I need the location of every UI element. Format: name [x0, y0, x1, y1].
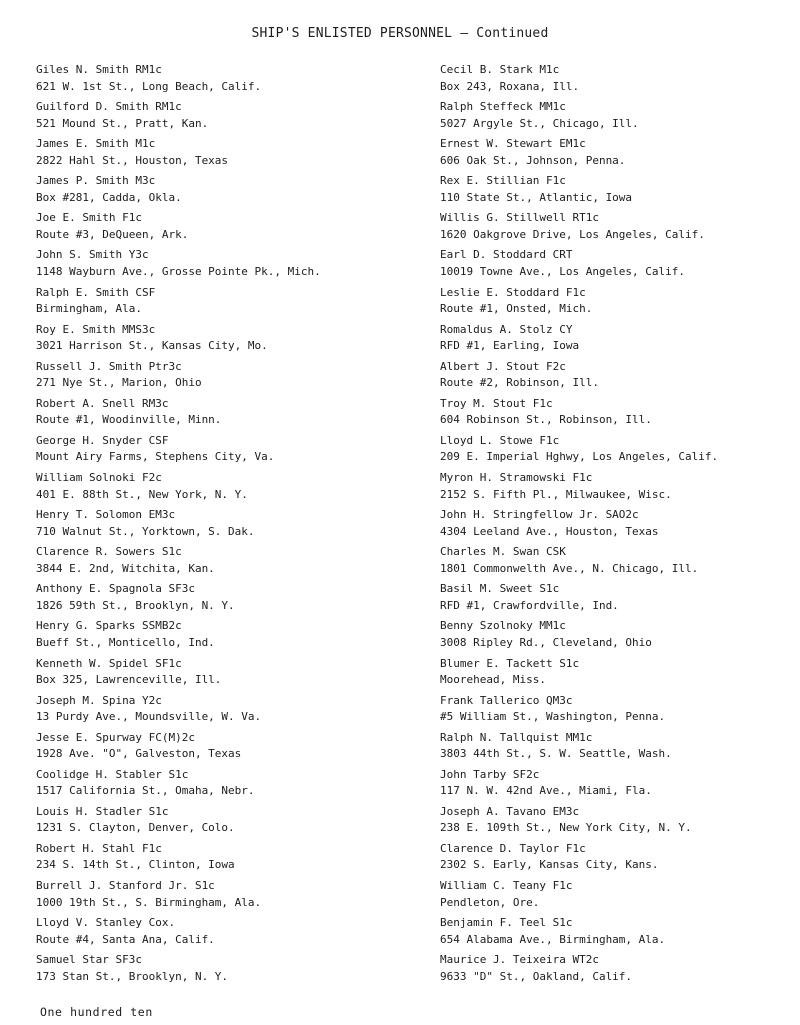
personnel-entry	[440, 507, 800, 544]
personnel-address: Pendleton, Ore.	[440, 895, 540, 909]
personnel-entry	[440, 581, 800, 618]
personnel-entry	[36, 618, 396, 655]
personnel-name: Coolidge H. Stabler S1c	[36, 767, 189, 781]
personnel-name: Lloyd V. Stanley Cox.	[36, 916, 176, 930]
personnel-address: Box #281, Cadda, Okla.	[36, 190, 182, 204]
personnel-name: Russell J. Smith Ptr3c	[36, 359, 182, 373]
personnel-name: Willis G. Stillwell RT1c	[440, 211, 599, 225]
personnel-address: Route #2, Robinson, Ill.	[440, 376, 599, 390]
personnel-address: 9633 "D" St., Oakland, Calif.	[440, 969, 633, 983]
personnel-entry	[36, 656, 396, 693]
personnel-address: 4304 Leeland Ave., Houston, Texas	[440, 524, 659, 538]
personnel-name: James P. Smith M3c	[36, 174, 156, 188]
personnel-address: 238 E. 109th St., New York City, N. Y.	[440, 821, 692, 835]
personnel-address: Moorehead, Miss.	[440, 673, 546, 686]
personnel-name: Kenneth W. Spidel SF1c	[36, 656, 182, 670]
personnel-name: Ernest W. Stewart EM1c	[440, 137, 586, 151]
personnel-name: Charles M. Swan CSK	[440, 545, 566, 559]
personnel-address: Box 325, Lawrenceville, Ill.	[36, 673, 222, 686]
personnel-entry	[36, 396, 396, 433]
personnel-entry	[36, 210, 396, 247]
left-column	[36, 62, 396, 989]
personnel-address: 1801 Commonwelth Ave., N. Chicago, Ill.	[440, 561, 699, 575]
personnel-name: Benjamin F. Teel S1c	[440, 916, 573, 930]
personnel-address: Route #3, DeQueen, Ark.	[36, 227, 189, 241]
personnel-address: 1000 19th St., S. Birmingham, Ala.	[36, 895, 262, 909]
personnel-entry	[440, 173, 800, 210]
personnel-name: Myron H. Stramowski F1c	[440, 471, 593, 485]
personnel-address: 271 Nye St., Marion, Ohio	[36, 376, 202, 390]
personnel-address: 654 Alabama Ave., Birmingham, Ala.	[440, 932, 666, 946]
page-title: SHIP'S ENLISTED PERSONNEL — Continued	[251, 26, 549, 41]
personnel-name: Henry T. Solomon EM3c	[36, 508, 176, 522]
personnel-name: Clarence R. Sowers S1c	[36, 545, 182, 559]
page-number: One hundred ten	[40, 1005, 153, 1019]
personnel-name: Frank Tallerico QM3c	[440, 693, 573, 707]
right-column	[440, 62, 800, 989]
personnel-entry	[440, 730, 800, 767]
personnel-entry	[440, 952, 800, 989]
personnel-entry	[36, 136, 396, 173]
personnel-name: Ralph N. Tallquist MM1c	[440, 730, 593, 744]
personnel-entry	[440, 878, 800, 915]
personnel-entry	[440, 544, 800, 581]
personnel-entry	[36, 359, 396, 396]
personnel-entry	[440, 841, 800, 878]
personnel-address: 173 Stan St., Brooklyn, N. Y.	[36, 969, 229, 983]
personnel-address: 606 Oak St., Johnson, Penna.	[440, 153, 626, 167]
personnel-entry	[440, 804, 800, 841]
personnel-address: 1826 59th St., Brooklyn, N. Y.	[36, 598, 235, 612]
personnel-address: Box 243, Roxana, Ill.	[440, 79, 580, 93]
personnel-address: Route #4, Santa Ana, Calif.	[36, 932, 215, 946]
personnel-entry	[36, 915, 396, 952]
personnel-name: Jesse E. Spurway FC(M)2c	[36, 730, 195, 744]
personnel-name: Roy E. Smith MMS3c	[36, 322, 156, 336]
personnel-name: Basil M. Sweet S1c	[440, 582, 560, 596]
personnel-name: Joseph M. Spina Y2c	[36, 693, 162, 707]
personnel-entry	[36, 247, 396, 284]
personnel-name: Cecil B. Stark M1c	[440, 63, 560, 76]
personnel-entry	[36, 99, 396, 136]
personnel-entry	[36, 841, 396, 878]
personnel-address: RFD #1, Crawfordville, Ind.	[440, 598, 619, 612]
personnel-address: 710 Walnut St., Yorktown, S. Dak.	[36, 524, 255, 538]
personnel-entry	[440, 99, 800, 136]
personnel-entry	[36, 952, 396, 989]
personnel-name: John S. Smith Y3c	[36, 248, 149, 262]
personnel-address: Route #1, Woodinville, Minn.	[36, 413, 222, 427]
personnel-address: 3803 44th St., S. W. Seattle, Wash.	[440, 747, 672, 761]
personnel-name: Rex E. Stillian F1c	[440, 174, 566, 188]
personnel-name: Clarence D. Taylor F1c	[440, 841, 586, 855]
personnel-name: Guilford D. Smith RM1c	[36, 100, 182, 114]
personnel-name: Benny Szolnoky MM1c	[440, 619, 566, 633]
personnel-name: Romaldus A. Stolz CY	[440, 322, 573, 336]
personnel-address: #5 William St., Washington, Penna.	[440, 710, 666, 724]
personnel-name: William C. Teany F1c	[440, 879, 573, 893]
personnel-name: Albert J. Stout F2c	[440, 359, 566, 373]
personnel-name: Louis H. Stadler S1c	[36, 804, 169, 818]
personnel-address: 1517 California St., Omaha, Nebr.	[36, 784, 255, 798]
personnel-entry	[36, 322, 396, 359]
personnel-entry	[36, 581, 396, 618]
personnel-entry	[36, 507, 396, 544]
personnel-entry	[440, 618, 800, 655]
personnel-address: 209 E. Imperial Hghwy, Los Angeles, Calif.	[440, 450, 719, 464]
personnel-address: 117 N. W. 42nd Ave., Miami, Fla.	[440, 784, 652, 798]
personnel-entry	[440, 322, 800, 359]
personnel-entry	[36, 285, 396, 322]
personnel-address: 1620 Oakgrove Drive, Los Angeles, Calif.	[440, 227, 705, 241]
personnel-address: 3008 Ripley Rd., Cleveland, Ohio	[440, 635, 652, 649]
personnel-address: 2302 S. Early, Kansas City, Kans.	[440, 858, 659, 872]
personnel-address: 521 Mound St., Pratt, Kan.	[36, 116, 209, 130]
personnel-name: Earl D. Stoddard CRT	[440, 248, 573, 262]
personnel-entry	[36, 62, 396, 99]
personnel-address: 13 Purdy Ave., Moundsville, W. Va.	[36, 710, 262, 724]
personnel-entry	[440, 470, 800, 507]
personnel-address: Route #1, Onsted, Mich.	[440, 302, 593, 316]
personnel-address: 621 W. 1st St., Long Beach, Calif.	[36, 79, 262, 93]
personnel-name: Ralph E. Smith CSF	[36, 285, 156, 299]
personnel-address: 2822 Hahl St., Houston, Texas	[36, 153, 229, 167]
personnel-name: Robert A. Snell RM3c	[36, 396, 169, 410]
personnel-entry	[36, 767, 396, 804]
personnel-name: Giles N. Smith RM1c	[36, 63, 162, 76]
personnel-name: George H. Snyder CSF	[36, 433, 169, 447]
personnel-entry	[440, 136, 800, 173]
personnel-name: Leslie E. Stoddard F1c	[440, 285, 586, 299]
personnel-address: 2152 S. Fifth Pl., Milwaukee, Wisc.	[440, 487, 672, 501]
personnel-entry	[36, 730, 396, 767]
personnel-entry	[440, 285, 800, 322]
personnel-name: Robert H. Stahl F1c	[36, 841, 162, 855]
personnel-name: John Tarby SF2c	[440, 767, 540, 781]
personnel-address: 1231 S. Clayton, Denver, Colo.	[36, 821, 235, 835]
personnel-name: John H. Stringfellow Jr. SAO2c	[440, 508, 639, 522]
personnel-address: 3844 E. 2nd, Witchita, Kan.	[36, 561, 215, 575]
personnel-entry	[440, 62, 800, 99]
personnel-name: Anthony E. Spagnola SF3c	[36, 582, 195, 596]
personnel-address: Birmingham, Ala.	[36, 302, 142, 316]
personnel-entry	[440, 247, 800, 284]
personnel-entry	[440, 396, 800, 433]
personnel-name: James E. Smith M1c	[36, 137, 156, 151]
personnel-entry	[36, 693, 396, 730]
personnel-entry	[440, 656, 800, 693]
personnel-entry	[440, 767, 800, 804]
personnel-name: Joe E. Smith F1c	[36, 211, 142, 225]
personnel-entry	[36, 470, 396, 507]
personnel-name: Burrell J. Stanford Jr. S1c	[36, 879, 215, 893]
personnel-entry	[440, 433, 800, 470]
personnel-entry	[36, 544, 396, 581]
personnel-name: William Solnoki F2c	[36, 471, 162, 485]
personnel-entry	[440, 915, 800, 952]
personnel-address: RFD #1, Earling, Iowa	[440, 339, 580, 353]
personnel-address: 110 State St., Atlantic, Iowa	[440, 190, 633, 204]
personnel-name: Henry G. Sparks SSMB2c	[36, 619, 182, 633]
personnel-address: 234 S. 14th St., Clinton, Iowa	[36, 858, 235, 872]
personnel-entry	[440, 693, 800, 730]
personnel-name: Joseph A. Tavano EM3c	[440, 804, 580, 818]
personnel-address: 1928 Ave. "O", Galveston, Texas	[36, 747, 242, 761]
personnel-name: Troy M. Stout F1c	[440, 396, 553, 410]
personnel-name: Maurice J. Teixeira WT2c	[440, 953, 599, 967]
personnel-entry	[440, 210, 800, 247]
personnel-name: Samuel Star SF3c	[36, 953, 142, 967]
personnel-name: Lloyd L. Stowe F1c	[440, 433, 560, 447]
personnel-entry	[36, 433, 396, 470]
personnel-entry	[36, 878, 396, 915]
personnel-name: Blumer E. Tackett S1c	[440, 656, 580, 670]
personnel-entry	[440, 359, 800, 396]
personnel-entry	[36, 804, 396, 841]
personnel-address: 10019 Towne Ave., Los Angeles, Calif.	[440, 264, 686, 278]
personnel-name: Ralph Steffeck MM1c	[440, 100, 566, 114]
personnel-address: 3021 Harrison St., Kansas City, Mo.	[36, 339, 268, 353]
personnel-address: 1148 Wayburn Ave., Grosse Pointe Pk., Mich.	[36, 264, 321, 278]
personnel-address: 5027 Argyle St., Chicago, Ill.	[440, 116, 639, 130]
personnel-address: 401 E. 88th St., New York, N. Y.	[36, 487, 248, 501]
personnel-address: Mount Airy Farms, Stephens City, Va.	[36, 450, 275, 464]
personnel-address: 604 Robinson St., Robinson, Ill.	[440, 413, 652, 427]
personnel-address: Bueff St., Monticello, Ind.	[36, 635, 215, 649]
personnel-entry	[36, 173, 396, 210]
